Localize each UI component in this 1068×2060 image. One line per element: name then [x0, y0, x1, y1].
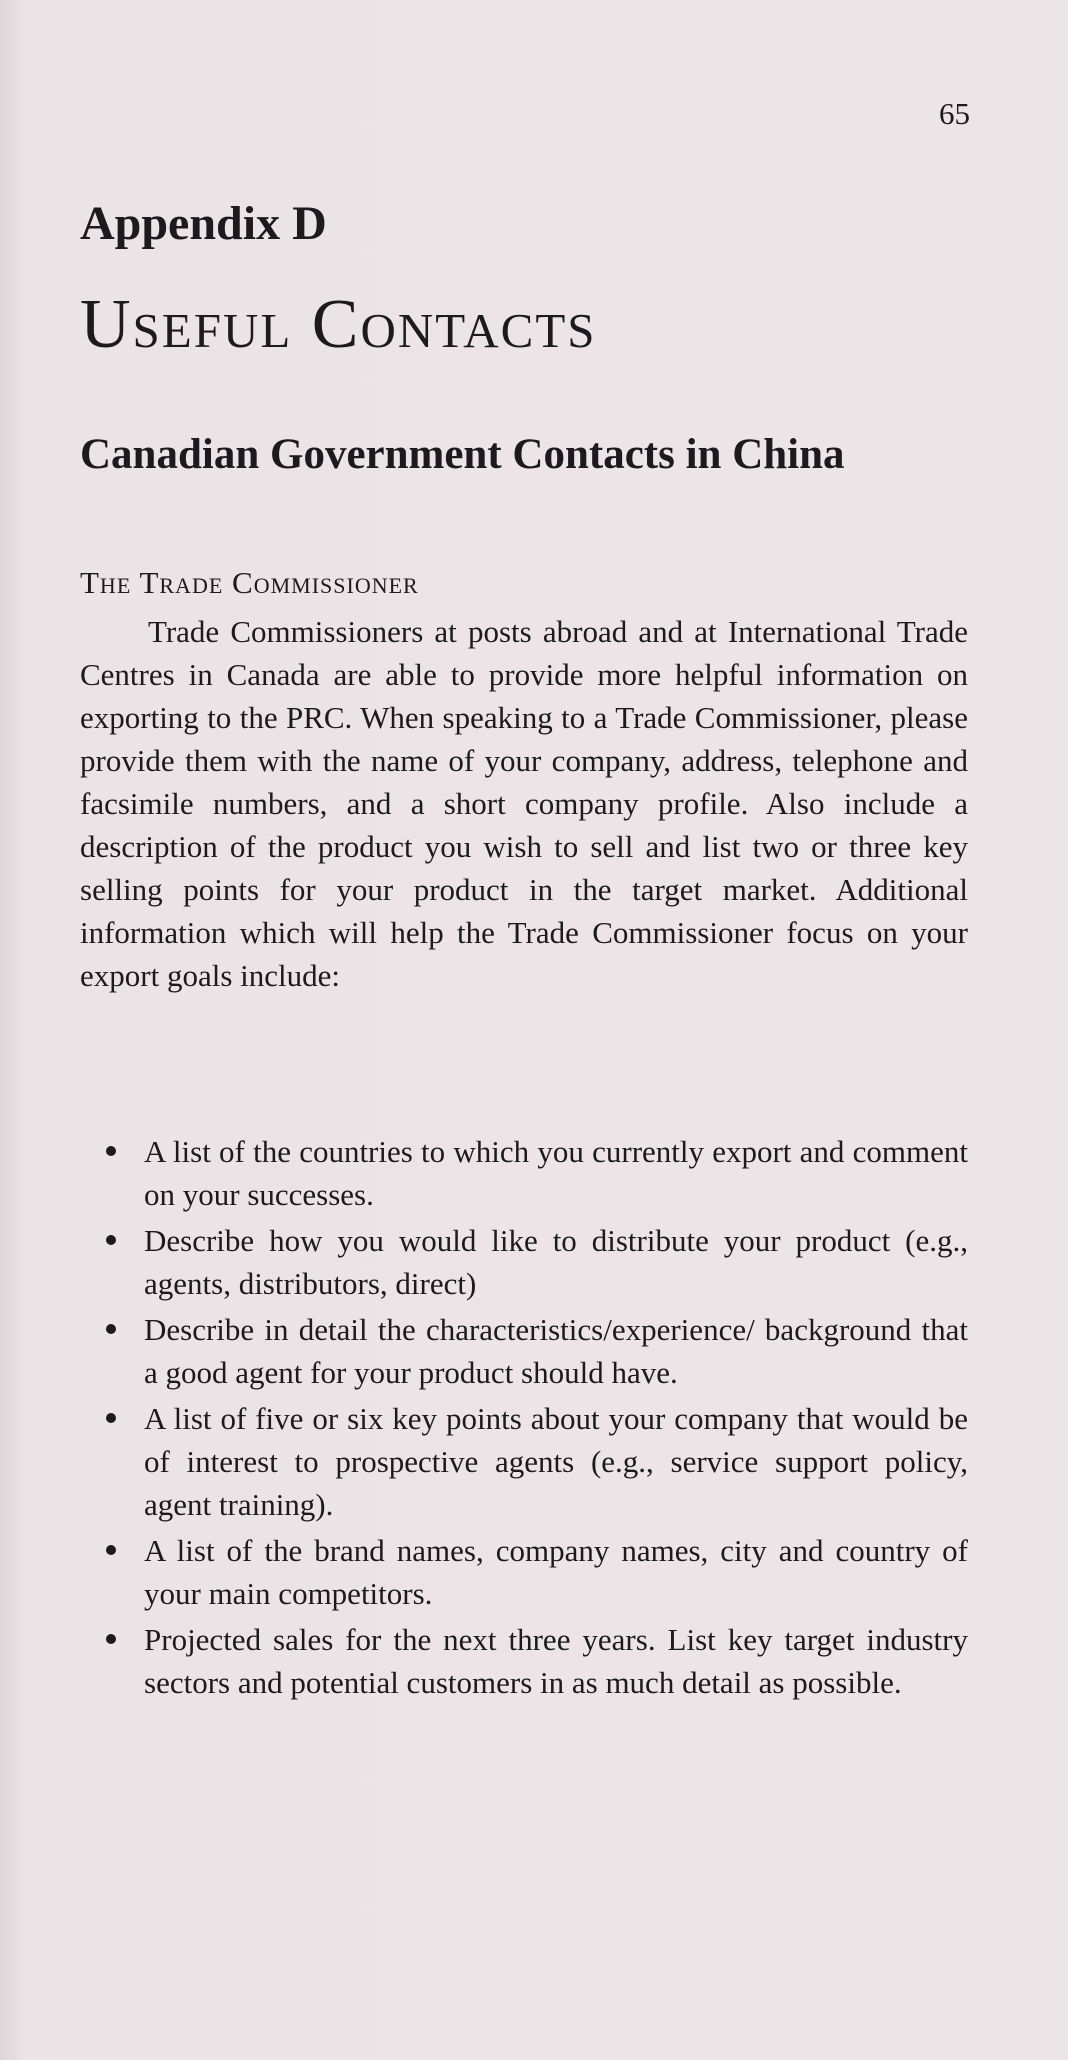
page-number: 65 — [939, 96, 970, 131]
page-title: Useful Contacts — [80, 286, 597, 363]
list-item — [80, 1529, 968, 1615]
bullet-icon — [106, 1413, 116, 1423]
list-item — [80, 1130, 968, 1216]
section-heading: Canadian Government Contacts in China — [80, 431, 845, 478]
bullet-list — [80, 1130, 968, 1707]
bullet-icon — [106, 1634, 116, 1644]
list-item-text: Describe how you would like to distribute your product (e.g., agents, distributors, direct) — [144, 1223, 968, 1301]
list-item-text: A list of five or six key points about your company that would be of interest to prospective agents (e.g., service support policy, agent training). — [144, 1401, 968, 1522]
body-text — [80, 610, 968, 997]
appendix-label: Appendix D — [80, 197, 327, 250]
list-item — [80, 1397, 968, 1526]
list-item — [80, 1308, 968, 1394]
list-item — [80, 1618, 968, 1704]
bullet-icon — [106, 1235, 116, 1245]
intro-paragraph: Trade Commissioners at posts abroad and at International Trade Centres in Canada are able to provide more helpful information on exporting to the PRC. When speaking to a Trade Commissioner, please provide them with the name of your company, address, telephone and facsimile numbers, and a short company profile. Also include a description of the product you wish to sell and list two or three key selling points for your product in the target market. Additional information which will help the Trade Commissioner focus on your export goals include: — [80, 614, 968, 993]
list-item-text: A list of the brand names, company names, city and country of your main competitors. — [144, 1533, 968, 1611]
bullet-icon — [106, 1324, 116, 1334]
bullet-icon — [106, 1545, 116, 1555]
list-item-text: Describe in detail the characteristics/experience/ background that a good agent for your product should have. — [144, 1312, 968, 1390]
subheading: The Trade Commissioner — [80, 565, 419, 600]
list-item-text: A list of the countries to which you currently export and comment on your successes. — [144, 1134, 968, 1212]
list-item — [80, 1219, 968, 1305]
bullet-icon — [106, 1146, 116, 1156]
list-item-text: Projected sales for the next three years. List key target industry sectors and potential customers in as much detail as possible. — [144, 1622, 968, 1700]
